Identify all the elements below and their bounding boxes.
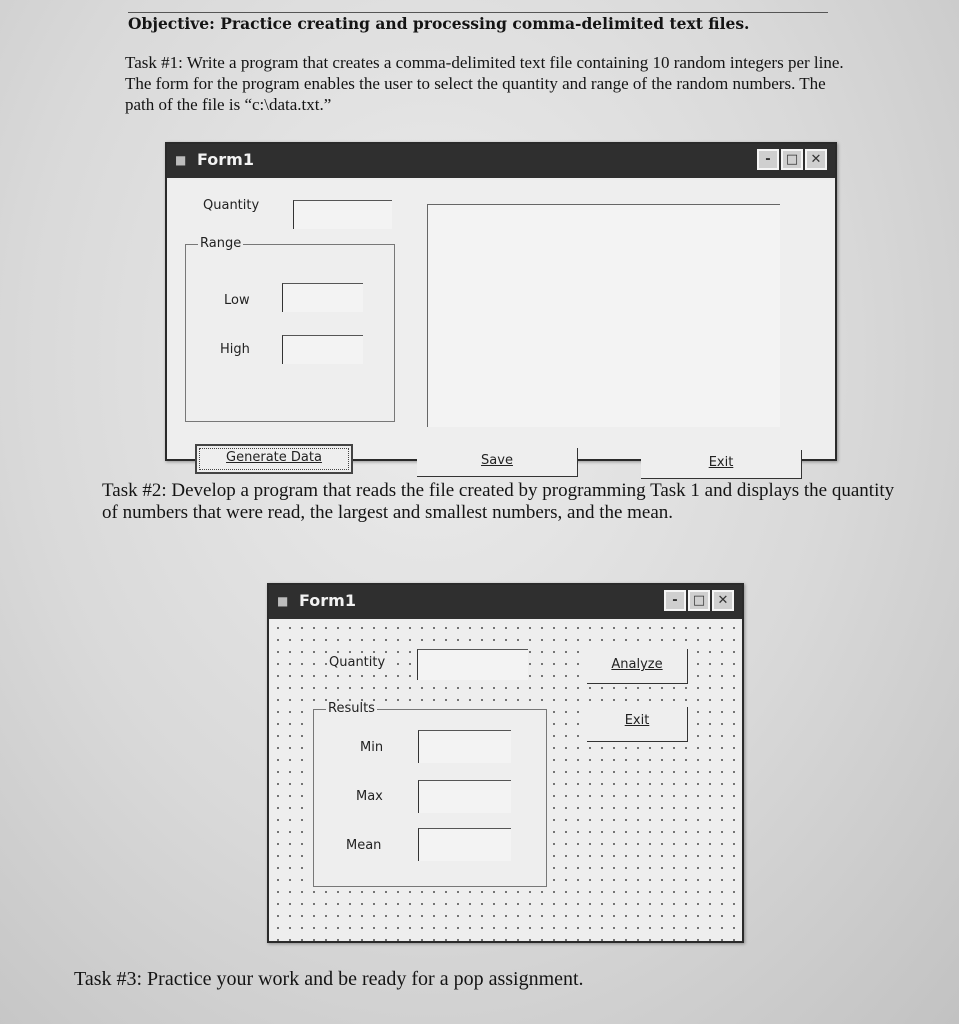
results-group-title: Results [328,701,375,716]
save-button[interactable] [417,448,578,477]
close-icon[interactable]: ✕ [712,590,734,611]
task3-text: Task #3: Practice your work and be ready for a pop assignment. [74,968,584,990]
range-group-title: Range [200,236,242,251]
task2-text: Task #2: Develop a program that reads the file created by programming Task 1 and displays the quantity of numbers that were read, the largest and smallest numbers, and the mean. [102,480,895,523]
form1-window-buttons [757,149,827,170]
form-icon: ■ [277,594,289,608]
analyze-button-label: Analyze [611,657,663,672]
min-output[interactable] [418,730,511,763]
quantity-label: Quantity [329,655,386,670]
save-button-label: Save [481,453,513,468]
quantity-output[interactable] [417,649,528,680]
form1-titlebar[interactable] [167,144,835,178]
form2-window-buttons [664,590,734,611]
form1-window [165,142,837,470]
form2-window [267,583,744,943]
close-icon[interactable]: ✕ [805,149,827,170]
objective-heading: Objective: Practice creating and processing comma-delimited text files. [128,14,750,33]
generate-data-button-label: Generate Data [226,450,322,465]
form1-client [167,178,835,470]
form1-title: Form1 [197,150,254,169]
max-label: Max [356,789,383,804]
min-label: Min [360,740,384,755]
top-rule [128,12,828,13]
low-input[interactable] [282,283,363,312]
form2-titlebar[interactable] [269,585,742,619]
exit-button[interactable] [641,450,802,479]
maximize-icon[interactable]: □ [688,590,710,611]
minimize-icon[interactable]: - [757,149,779,170]
form2-title: Form1 [299,591,356,610]
exit-button-label: Exit [624,713,650,728]
max-output[interactable] [418,780,511,813]
high-input[interactable] [282,335,363,364]
quantity-label: Quantity [203,198,260,213]
quantity-input[interactable] [293,200,392,229]
exit-button-label: Exit [708,455,734,470]
low-label: Low [224,293,250,308]
high-label: High [220,342,250,357]
form-icon: ■ [175,153,187,167]
task1-text: Task #1: Write a program that creates a comma-delimited text file containing 10 random integers per line. The form for the program enables the user to select the quantity and range of the random numbers. The path of the file is “c:\data.txt.” [125,53,844,114]
output-list[interactable] [427,204,780,427]
maximize-icon[interactable]: □ [781,149,803,170]
exit-button[interactable] [587,707,688,742]
form2-design-grid [269,619,742,941]
range-group [185,236,395,422]
generate-data-button[interactable] [195,444,353,474]
mean-label: Mean [346,838,382,853]
minimize-icon[interactable]: - [664,590,686,611]
mean-output[interactable] [418,828,511,861]
results-group [313,701,547,887]
analyze-button[interactable] [587,649,688,684]
